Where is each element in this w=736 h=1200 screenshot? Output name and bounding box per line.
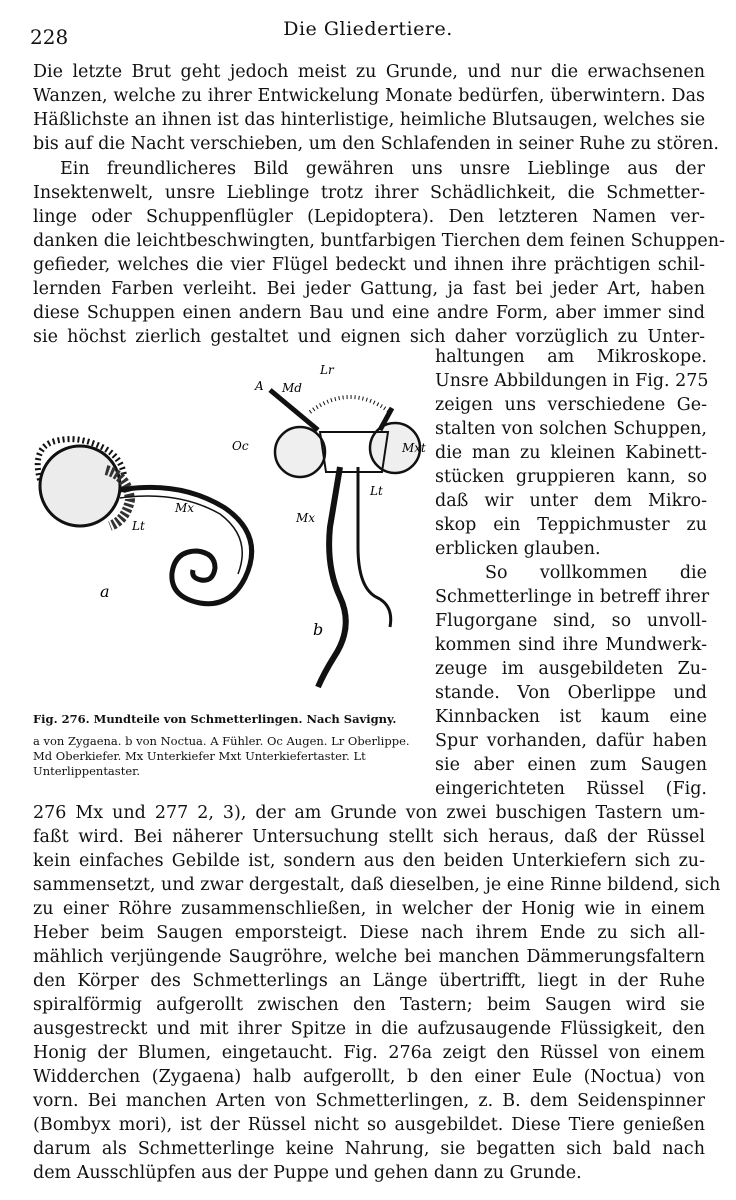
body-line: Kinnbacken ist kaum eine — [435, 707, 707, 727]
body-line: Spur vorhanden, dafür haben — [435, 731, 707, 751]
body-line: Häßlichste an ihnen ist das hinterlistige, heimliche Blutsaugen, welches sie — [33, 110, 706, 130]
body-line: gefieder, welches die vier Flügel bedeckt und ihnen ihre prächtigen schil- — [33, 255, 705, 275]
body-line: stücken gruppieren kann, so — [435, 467, 707, 487]
figure-panel-b — [270, 390, 420, 687]
figure-label-A: A — [255, 379, 264, 393]
figure-label-mxt: Mxt — [402, 441, 426, 455]
running-head: Die Gliedertiere. — [283, 18, 453, 40]
body-line: daß wir unter dem Mikro- — [435, 491, 707, 511]
body-line: kommen sind ihre Mundwerk- — [435, 635, 707, 655]
body-line: spiralförmig aufgerollt zwischen den Tastern; beim Saugen wird sie — [33, 995, 705, 1015]
figure-label-lt-a: Lt — [132, 519, 145, 533]
body-line: den Körper des Schmetterlings an Länge übertrifft, liegt in der Ruhe — [33, 971, 705, 991]
body-line: haltungen am Mikroskope. — [435, 347, 707, 367]
body-line: die man zu kleinen Kabinett- — [435, 443, 707, 463]
body-line: Flugorgane sind, so unvoll- — [435, 611, 707, 631]
body-line: darum als Schmetterlinge keine Nahrung, sie begatten sich bald nach — [33, 1139, 705, 1159]
body-line: Wanzen, welche zu ihrer Entwickelung Monate bedürfen, überwintern. Das — [33, 86, 705, 106]
body-line: diese Schuppen einen andern Bau und eine andre Form, aber immer sind — [33, 303, 705, 323]
body-line: zeigen uns verschiedene Ge- — [435, 395, 707, 415]
body-line: sie höchst zierlich gestaltet und eignen sich daher vorzüglich zu Unter- — [33, 327, 705, 347]
body-line: Unsre Abbildungen in Fig. 275 — [435, 371, 709, 391]
body-line: zeuge im ausgebildeten Zu- — [435, 659, 707, 679]
body-line: bis auf die Nacht verschieben, um den Schlafenden in seiner Ruhe zu stören. — [33, 134, 719, 154]
body-line: Widderchen (Zygaena) halb aufgerollt, b den einer Eule (Noctua) von — [33, 1067, 705, 1087]
body-line: kein einfaches Gebilde ist, sondern aus den beiden Unterkiefern sich zu- — [33, 851, 705, 871]
body-line: linge oder Schuppenflügler (Lepidoptera). Den letzteren Namen ver- — [33, 207, 705, 227]
body-line: stande. Von Oberlippe und — [435, 683, 707, 703]
figure-label-mx-b: Mx — [296, 511, 316, 525]
figure-label-mx-a: Mx — [175, 501, 195, 515]
figure-276 — [20, 352, 430, 708]
body-line: (Bombyx mori), ist der Rüssel nicht so ausgebildet. Diese Tiere genießen — [33, 1115, 705, 1135]
figure-caption-title: Fig. 276. Mundteile von Schmetterlingen. Nach Savigny. — [33, 712, 397, 726]
body-line: Honig der Blumen, eingetaucht. Fig. 276a zeigt den Rüssel von einem — [33, 1043, 705, 1063]
figure-illustration — [20, 352, 430, 708]
body-line: Heber beim Saugen emporsteigt. Diese nach ihrem Ende zu sich all- — [33, 923, 705, 943]
body-line: skop ein Teppichmuster zu — [435, 515, 707, 535]
body-line: mählich verjüngende Saugröhre, welche bei manchen Dämmerungsfaltern — [33, 947, 705, 967]
body-line: eingerichteten Rüssel (Fig. — [435, 779, 707, 799]
body-line: danken die leichtbeschwingten, buntfarbigen Tierchen dem feinen Schuppen- — [33, 231, 725, 251]
body-line: faßt wird. Bei näherer Untersuchung stellt sich heraus, daß der Rüssel — [33, 827, 705, 847]
body-line: So vollkommen die — [485, 563, 707, 583]
figure-label-lr: Lr — [320, 363, 334, 377]
figure-label-md: Md — [282, 381, 302, 395]
figure-label-a: a — [100, 582, 110, 601]
body-line: ausgestreckt und mit ihrer Spitze in die aufzusaugende Flüssigkeit, den — [33, 1019, 705, 1039]
page-number: 228 — [30, 25, 69, 49]
body-line: sie aber einen zum Saugen — [435, 755, 707, 775]
body-line: vorn. Bei manchen Arten von Schmetterlingen, z. B. dem Seidenspinner — [33, 1091, 705, 1111]
body-line: 276 Mx und 277 2, 3), der am Grunde von zwei buschigen Tastern um- — [33, 803, 705, 823]
body-line: dem Ausschlüpfen aus der Puppe und gehen dann zu Grunde. — [33, 1163, 582, 1183]
body-line: Die letzte Brut geht jedoch meist zu Grunde, und nur die erwachsenen — [33, 62, 705, 82]
body-line: zu einer Röhre zusammenschließen, in welcher der Honig wie in einem — [33, 899, 705, 919]
figure-label-b: b — [313, 620, 324, 639]
body-line: erblicken glauben. — [435, 539, 601, 559]
figure-caption-text: a von Zygaena. b von Noctua. A Fühler. Oc Augen. Lr Oberlippe. Md Oberkiefer. Mx Unterkiefer Mxt Unterkiefertaster. Lt Unterlippentaster. — [33, 734, 410, 778]
body-line: Schmetterlinge in betreff ihrer — [435, 587, 710, 607]
body-line: stalten von solchen Schuppen, — [435, 419, 707, 439]
body-line: sammensetzt, und zwar dergestalt, daß dieselben, je eine Rinne bildend, sich — [33, 875, 721, 895]
figure-label-oc: Oc — [232, 439, 249, 453]
body-line: Ein freundlicheres Bild gewähren uns unsre Lieblinge aus der — [60, 159, 705, 179]
figure-label-lt-b: Lt — [370, 484, 383, 498]
body-line: Insektenwelt, unsre Lieblinge trotz ihrer Schädlichkeit, die Schmetter- — [33, 183, 705, 203]
body-line: lernden Farben verleiht. Bei jeder Gattung, ja fast bei jeder Art, haben — [33, 279, 705, 299]
